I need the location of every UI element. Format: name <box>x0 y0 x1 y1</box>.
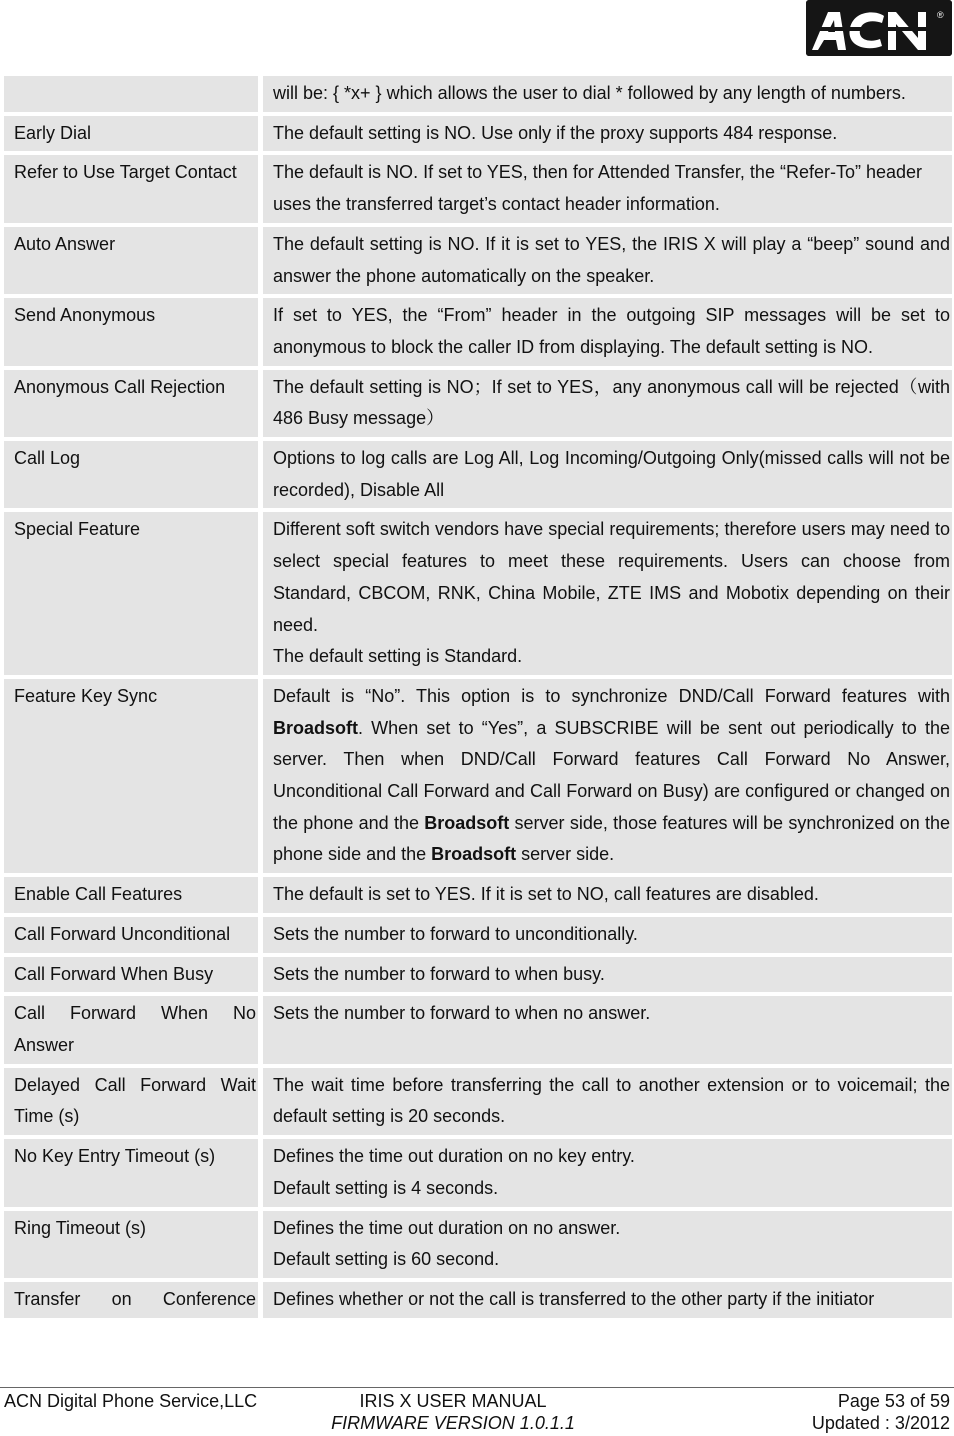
setting-description: Defines whether or not the call is transferred to the other party if the initiator <box>263 1282 952 1318</box>
table-row <box>4 917 952 957</box>
table-row <box>4 116 952 156</box>
setting-label: Early Dial <box>4 116 258 152</box>
table-row <box>4 1282 952 1322</box>
setting-label: Delayed Call Forward Wait Time (s) <box>4 1068 258 1135</box>
broadsoft-term: Broadsoft <box>431 844 517 865</box>
setting-label: Ring Timeout (s) <box>4 1211 258 1278</box>
setting-description: Defines the time out duration on no answer. Default setting is 60 second. <box>263 1211 952 1278</box>
footer-manual-title: IRIS X USER MANUAL <box>359 1391 547 1411</box>
setting-label: Auto Answer <box>4 227 258 294</box>
setting-description: Defines the time out duration on no key entry. Default setting is 4 seconds. <box>263 1139 952 1206</box>
table-row <box>4 370 952 441</box>
table-row <box>4 957 952 997</box>
table-row <box>4 679 952 877</box>
footer-updated-date: Updated : 3/2012 <box>811 1413 950 1433</box>
setting-label: Send Anonymous <box>4 298 258 365</box>
table-row <box>4 227 952 298</box>
table-row <box>4 1068 952 1139</box>
setting-description: Sets the number to forward to unconditionally. <box>263 917 952 953</box>
table-row <box>4 298 952 369</box>
table-row <box>4 441 952 512</box>
setting-description: The wait time before transferring the call to another extension or to voicemail; the default setting is 20 seconds. <box>263 1068 952 1135</box>
footer-manual-info <box>318 1390 588 1434</box>
settings-table <box>4 76 952 1356</box>
setting-label: Call Forward Unconditional <box>4 917 258 953</box>
setting-description: Options to log calls are Log All, Log Incoming/Outgoing Only(missed calls will not be recorded), Disable All <box>263 441 952 508</box>
table-row <box>4 155 952 226</box>
footer-firmware-version: FIRMWARE VERSION 1.0.1.1 <box>331 1413 575 1433</box>
table-row <box>4 76 952 116</box>
setting-description: If set to YES, the “From” header in the outgoing SIP messages will be set to anonymous to block the caller ID from displaying. The default setting is NO. <box>263 298 952 365</box>
setting-description: Different soft switch vendors have special requirements; therefore users may need to select special features to meet these requirements. Users can choose from Standard, CBCOM, RNK, China Mobile, ZTE IMS and Mobotix depending on their need. The default setting is Standard. <box>263 512 952 675</box>
setting-description: The default is set to YES. If it is set to NO, call features are disabled. <box>263 877 952 913</box>
table-row <box>4 996 952 1067</box>
setting-label: Call Log <box>4 441 258 508</box>
setting-label: Feature Key Sync <box>4 679 258 873</box>
setting-description: Default is “No”. This option is to synchronize DND/Call Forward features with Broadsoft. When set to “Yes”, a SUBSCRIBE will be sent out periodically to the server. Then when DND/Call Forward features Call Forward No Answer, Unconditional Call Forward and Call Forward on Busy) are configured or changed on the phone and the Broadsoft server side, those features will be synchronized on the phone side and the Broadsoft server side. <box>263 679 952 873</box>
table-row <box>4 877 952 917</box>
broadsoft-term: Broadsoft <box>273 717 358 738</box>
setting-description: The default setting is NO. If it is set to YES, the IRIS X will play a “beep” sound and answer the phone automatically on the speaker. <box>263 227 952 294</box>
footer-divider <box>0 1387 954 1388</box>
setting-description: Sets the number to forward to when busy. <box>263 957 952 993</box>
setting-label: Enable Call Features <box>4 877 258 913</box>
setting-description: will be: { *x+ } which allows the user to dial * followed by any length of numbers. <box>263 76 952 112</box>
setting-label: Special Feature <box>4 512 258 675</box>
setting-label: No Key Entry Timeout (s) <box>4 1139 258 1206</box>
footer-page-number: Page 53 of 59 <box>837 1391 950 1411</box>
setting-description: The default setting is NO. Use only if the proxy supports 484 response. <box>263 116 952 152</box>
setting-label: Anonymous Call Rejection <box>4 370 258 437</box>
table-row <box>4 1211 952 1282</box>
footer-company: ACN Digital Phone Service,LLC <box>4 1391 258 1411</box>
broadsoft-term: Broadsoft <box>424 812 510 833</box>
svg-text:®: ® <box>937 10 944 20</box>
table-row <box>4 1139 952 1210</box>
setting-label: Refer to Use Target Contact <box>4 155 258 222</box>
footer-page-info <box>700 1390 950 1434</box>
table-row <box>4 512 952 679</box>
setting-description: The default is NO. If set to YES, then for Attended Transfer, the “Refer-To” header uses the transferred target’s contact header information. <box>263 155 952 222</box>
setting-description: The default setting is NO；If set to YES，any anonymous call will be rejected（with 486 Busy message） <box>263 370 952 437</box>
setting-description: Sets the number to forward to when no answer. <box>263 996 952 1063</box>
setting-label: Call Forward When No Answer <box>4 996 258 1063</box>
setting-label: Call Forward When Busy <box>4 957 258 993</box>
setting-label: Transfer on Conference <box>4 1282 258 1318</box>
acn-logo <box>806 0 952 56</box>
setting-label <box>4 76 258 112</box>
